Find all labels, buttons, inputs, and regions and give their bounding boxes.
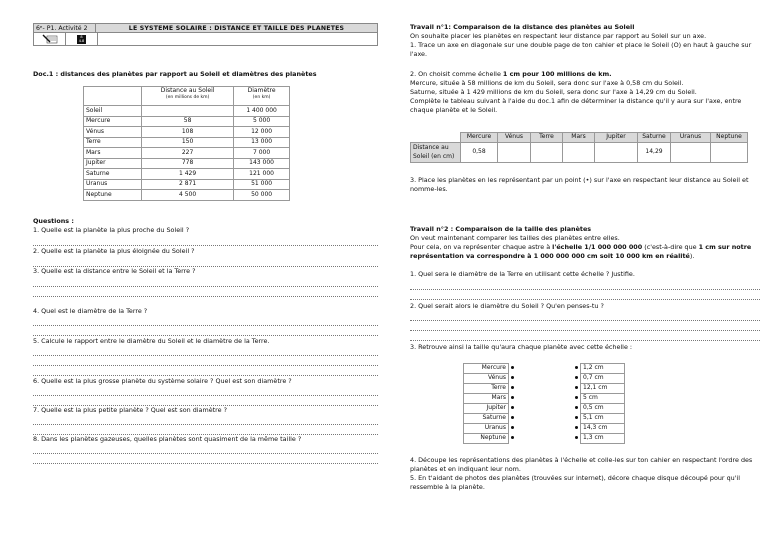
calculator-icon: 8 4.8 xyxy=(66,33,98,45)
travail2-q4: 4. Découpe les représentations des planètes à l'échelle et colle-les sur ton cahier en respectant l'ordre des planètes et en indiquant leur nom. xyxy=(410,456,753,473)
page-title: LE SYSTEME SOLAIRE : DISTANCE ET TAILLE DES PLANETES xyxy=(128,25,345,32)
match-dot[interactable] xyxy=(575,376,578,379)
mercure-example: Mercure, située à 58 millions de km du Soleil, sera donc sur l'axe à 0,58 cm du Soleil. xyxy=(410,79,684,87)
answer-line[interactable] xyxy=(33,356,378,366)
col-distance-header: Distance au Soleil (en millions de km) xyxy=(142,87,234,106)
table-row: Mars 227 7 000 xyxy=(84,148,290,159)
match-dot[interactable] xyxy=(511,416,514,419)
answer-cell[interactable]: 0,58 xyxy=(461,143,498,163)
question-6: 6. Quelle est la plus grosse planète du système solaire ? Quel est son diamètre ? xyxy=(33,377,292,385)
match-dot[interactable] xyxy=(575,396,578,399)
answer-line[interactable] xyxy=(33,386,378,396)
table-row: Uranus 2 871 51 000 xyxy=(84,179,290,190)
match-dot[interactable] xyxy=(575,366,578,369)
travail2-q5: 5. En t'aidant de photos des planètes (trouvées sur internet), décore chaque disque découpé pour qu'il ressemble à la planète. xyxy=(410,474,740,491)
answer-line[interactable] xyxy=(33,415,378,425)
activity-label: 6ᵉ- P1. Activité 2 xyxy=(34,24,96,32)
answer-line[interactable] xyxy=(33,366,378,376)
question-3: 3. Quelle est la distance entre le Soleil et la Terre ? xyxy=(33,267,196,275)
answer-line[interactable] xyxy=(410,321,760,331)
doc1-table xyxy=(83,86,290,201)
travail1-title: Travail n°1: Comparaison de la distance des planètes au Soleil xyxy=(410,23,635,31)
answer-cell[interactable] xyxy=(531,143,563,163)
match-dot[interactable] xyxy=(511,366,514,369)
table-row: Mercure 58 5 000 xyxy=(84,116,290,127)
table-row: Soleil 1 400 000 xyxy=(84,106,290,117)
planet-list: Mercure Vénus Terre Mars Jupiter Saturne Uranus Neptune xyxy=(463,363,517,444)
answer-line[interactable] xyxy=(410,331,760,341)
question-4: 4. Quel est le diamètre de la Terre ? xyxy=(33,307,148,315)
table-row: Saturne 1 429 121 000 xyxy=(84,169,290,180)
travail1-step1: 1. Trace un axe en diagonale sur une double page de ton cahier et place le Soleil (O) en haut à gauche sur l'axe. xyxy=(410,41,752,58)
answer-line[interactable] xyxy=(410,290,760,300)
distance-cm-table: Mercure Vénus Terre Mars Jupiter Saturne Uranus Neptune Distance au Soleil (en cm) 0,58 14,29 xyxy=(410,132,748,163)
travail1-step2: 2. On choisit comme échelle 1 cm pour 100 millions de km. xyxy=(410,70,612,78)
match-dot[interactable] xyxy=(575,426,578,429)
answer-cell[interactable] xyxy=(563,143,595,163)
travail1-intro: On souhaite placer les planètes en respectant leur distance par rapport au Soleil sur un axe. xyxy=(410,32,707,40)
answer-line[interactable] xyxy=(33,326,378,336)
questions-title: Questions : xyxy=(33,217,74,225)
question-5: 5. Calcule le rapport entre le diamètre du Soleil et le diamètre de la Terre. xyxy=(33,337,270,345)
table-row: Jupiter 778 143 000 xyxy=(84,158,290,169)
travail2-intro: On veut maintenant comparer les tailles des planètes entre elles. xyxy=(410,234,620,242)
answer-line[interactable] xyxy=(410,280,760,290)
match-dot[interactable] xyxy=(511,426,514,429)
match-dot[interactable] xyxy=(511,396,514,399)
travail1-step3: 3. Place les planètes en les représentant par un point (•) sur l'axe en respectant leur distance au Soleil et nomme-les. xyxy=(410,176,749,193)
doc1-title: Doc.1 : distances des planètes par rapport au Soleil et diamètres des planètes xyxy=(33,70,317,78)
size-list: 1,2 cm 0,7 cm 12,1 cm 5 cm 0,5 cm 5,1 cm 14,3 cm 1,3 cm xyxy=(573,363,625,444)
travail2-q1: 1. Quel sera le diamètre de la Terre en utilisant cette échelle ? Justifie. xyxy=(410,270,635,278)
table-row: Vénus 108 12 000 xyxy=(84,127,290,138)
match-dot[interactable] xyxy=(575,436,578,439)
table-row: Terre 150 13 000 xyxy=(84,137,290,148)
answer-line[interactable] xyxy=(33,454,378,464)
answer-line[interactable] xyxy=(33,277,378,287)
answer-cell[interactable] xyxy=(671,143,711,163)
question-7: 7. Quelle est la plus petite planète ? Quel est son diamètre ? xyxy=(33,406,227,414)
worksheet-header xyxy=(33,23,378,46)
travail2-q2: 2. Quel serait alors le diamètre du Soleil ? Qu'en penses-tu ? xyxy=(410,302,604,310)
match-dot[interactable] xyxy=(511,406,514,409)
question-1: 1. Quelle est la planète la plus proche du Soleil ? xyxy=(33,226,190,234)
answer-cell[interactable] xyxy=(498,143,531,163)
answer-cell[interactable] xyxy=(711,143,748,163)
travail2-title: Travail n°2 : Comparaison de la taille des planètes xyxy=(410,225,592,233)
travail2-q3: 3. Retrouve ainsi la taille qu'aura chaque planète avec cette échelle : xyxy=(410,343,633,351)
match-dot[interactable] xyxy=(575,386,578,389)
answer-line[interactable] xyxy=(33,287,378,297)
answer-line[interactable] xyxy=(33,346,378,356)
question-2: 2. Quelle est la planète la plus éloignée du Soleil ? xyxy=(33,247,195,255)
answer-line[interactable] xyxy=(33,257,378,267)
answer-line[interactable] xyxy=(33,425,378,435)
answer-line[interactable] xyxy=(33,396,378,406)
match-dot[interactable] xyxy=(511,376,514,379)
answer-line[interactable] xyxy=(410,311,760,321)
match-dot[interactable] xyxy=(575,416,578,419)
question-8: 8. Dans les planètes gazeuses, quelles planètes sont quasiment de la même taille ? xyxy=(33,435,302,443)
scale-explanation: Pour cela, on va représenter chaque astre à l'échelle 1/1 000 000 000 (c'est-à-dire que 1 cm sur notre représentation va correspondre à 1 000 000 000 cm soit 10 000 km en réalité). xyxy=(410,243,752,260)
pencil-notebook-icon xyxy=(34,33,66,45)
saturne-example: Saturne, située à 1 429 millions de km du Soleil, sera donc sur l'axe à 14,29 cm du Soleil. xyxy=(410,88,697,96)
table-row: Neptune 4 500 50 000 xyxy=(84,190,290,201)
match-dot[interactable] xyxy=(575,406,578,409)
answer-line[interactable] xyxy=(33,316,378,326)
col-diameter-header: Diamètre (en km) xyxy=(234,87,290,106)
match-dot[interactable] xyxy=(511,386,514,389)
answer-cell[interactable] xyxy=(595,143,638,163)
answer-line[interactable] xyxy=(33,444,378,454)
complete-instruction: Complète le tableau suivant à l'aide du doc.1 afin de déterminer la distance qu'il y aura sur l'axe, entre chaque planète et le Soleil. xyxy=(410,97,742,114)
answer-line[interactable] xyxy=(33,236,378,246)
answer-cell[interactable]: 14,29 xyxy=(638,143,671,163)
match-dot[interactable] xyxy=(511,436,514,439)
